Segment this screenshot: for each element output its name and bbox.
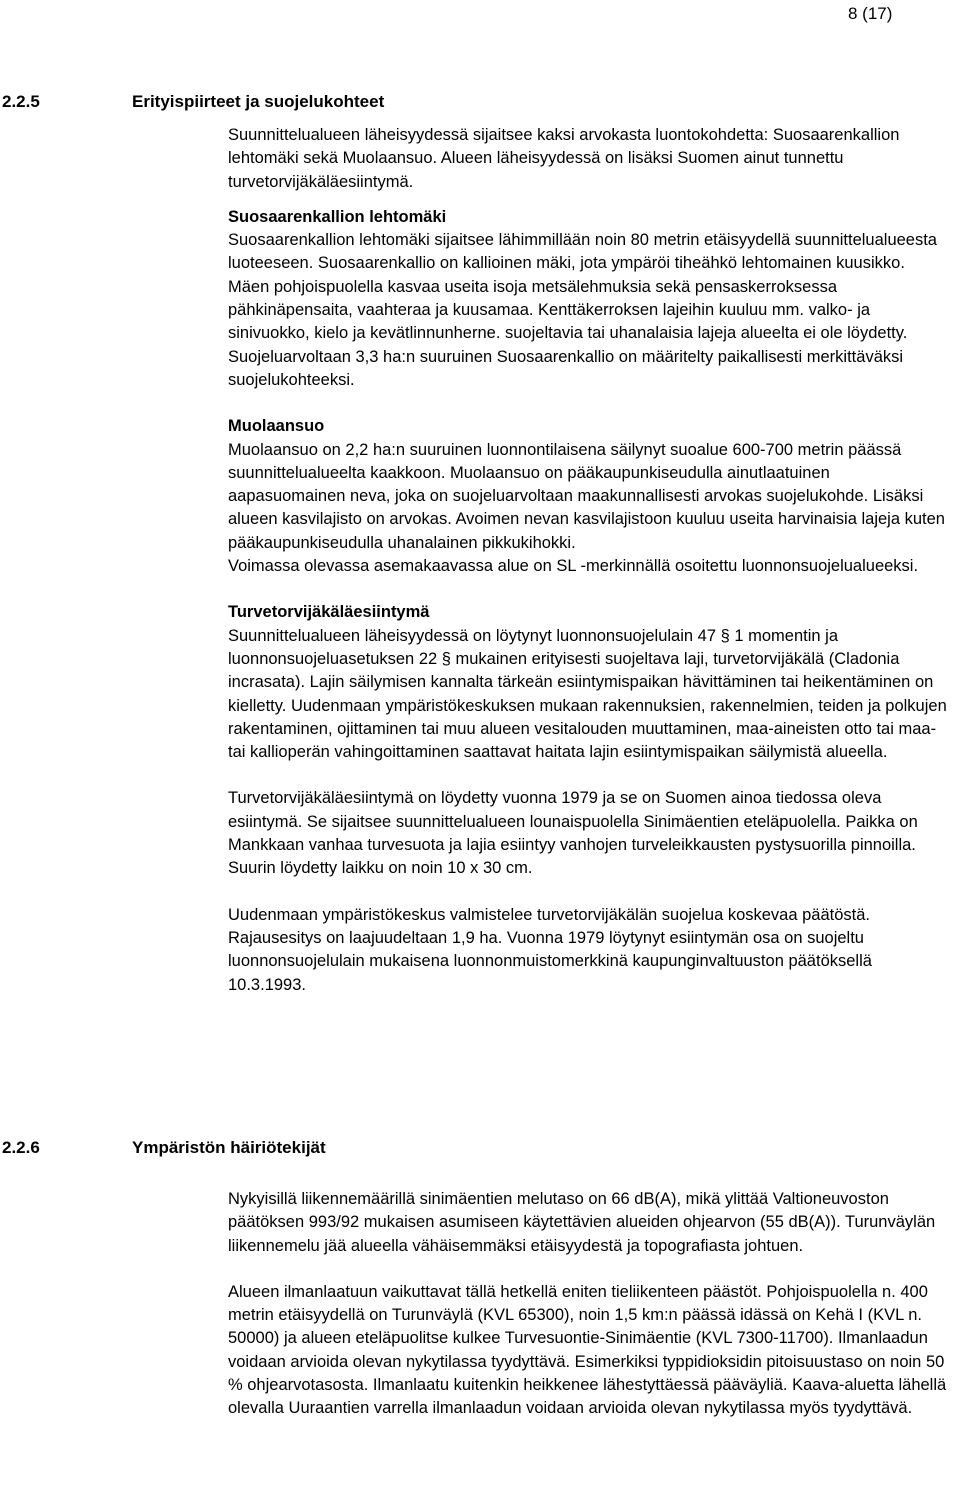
paragraph: Muolaansuo on 2,2 ha:n suuruinen luonnontilaisena säilynyt suoalue 600-700 metrin päässä suunnittelualueelta kaakkoon. Muolaansuo on pääkaupunkiseudulla ainutlaatuinen aapasuomainen neva, joka on suojeluarvoltaan maakunnallisesti arvokas suojelukohde. Lisäksi alueen kasvilajisto on arvokas. Avoimen nevan kasvilajistoon kuuluu useita harvinaisia lajeja kuten pääkaupunkiseudulla uhanalainen pikkukihokki.: [228, 440, 945, 552]
paragraph: Suosaarenkallion lehtomäki sijaitsee lähimmillään noin 80 metrin etäisyydellä suunnittelualueesta luoteeseen. Suosaarenkallio on kallioinen mäki, jota ympäröi tiheähkö lehtomainen kuusikko. Mäen pohjoispuolella kasvaa useita isoja metsälehmuksia sekä pensaskerroksessa pähkinäpensaita, vaahteraa ja kuusamaa. Kenttäkerroksen lajeihin kuuluu mm. valko- ja sinivuokko, kielo ja kevätlinnunherne. suojeltavia tai uhanalaisia lajeja alueelta ei ole löydetty. Suojeluarvoltaan 3,3 ha:n suuruinen Suosaarenkallio on määritelty paikallisesti merkittäväksi suojelukohteeksi.: [228, 231, 937, 389]
page-number: 8 (17): [848, 4, 893, 23]
subheading: Suosaarenkallion lehtomäki: [228, 207, 447, 226]
subheading: Turvetorvijäkäläesiintymä: [228, 603, 430, 622]
paragraph: Alueen ilmanlaatuun vaikuttavat tällä hetkellä eniten tieliikenteen päästöt. Pohjoispuolella n. 400 metrin etäisyydellä on Turunväylä (KVL 65300), noin 1,5 km:n päässä idässä on Kehä I (KVL n. 50000) ja alueen eteläpuolitse kulkee Turvesuontie-Sinimäentie (KVL 7300-11700). Ilmanlaadun voidaan arvioida olevan nykytilassa tyydyttävä. Esimerkiksi typpidioksidin pitoisuustaso on noin 50 % ohjearvotasosta. Ilmanlaatu kuitenkin heikkenee lähestyttäessä pääväyliä. Kaava-aluetta lähellä olevalla Uuraantien varrella ilmanlaadun voidaan arvioida olevan nykytilassa myös tyydyttävä.: [228, 1282, 947, 1418]
paragraph: Nykyisillä liikennemäärillä sinimäentien melutaso on 66 dB(A), mikä ylittää Valtioneuvoston päätöksen 993/92 mukaisen asumiseen käytettävien alueiden ohjearvon (55 dB(A)). Turunväylän liikennemelu jää alueella vähäisemmäksi etäisyydestä ja topografiasta johtuen.: [228, 1190, 936, 1255]
paragraph: Suunnittelualueen läheisyydessä on löytynyt luonnonsuojelulain 47 § 1 momentin ja luonnonsuojeluasetuksen 22 § mukainen erityisesti suojeltava laji, turvetorvijäkälä (Cladonia incrasata). Lajin säilymisen kannalta tärkeän esiintymispaikan hävittäminen tai heikentäminen on kielletty. Uudenmaan ympäristökeskuksen mukaan rakennuksien, rakennelmien, teiden ja polkujen rakentaminen, ojittaminen tai muu alueen vesitalouden muuttaminen, maa-aineisten otto tai maa- tai kallioperän vahingoittaminen saattavat haitata lajin esiintymispaikan säilymistä alueella.: [228, 626, 947, 762]
section-title: Erityispiirteet ja suojelukohteet: [132, 92, 385, 111]
paragraph: Turvetorvijäkäläesiintymä on löydetty vuonna 1979 ja se on Suomen ainoa tiedossa oleva esiintymä. Se sijaitsee suunnittelualueen lounaispuolella Sinimäentien eteläpuolella. Paikka on Mankkaan vanhaa turvesuota ja lajia esiintyy vanhojen turveleikkausten pystysuorilla pinnoilla. Suurin löydetty laikku on noin 10 x 30 cm.: [228, 789, 918, 878]
section-title: Ympäristön häiriötekijät: [132, 1138, 326, 1157]
paragraph: Voimassa olevassa asemakaavassa alue on SL -merkinnällä osoitettu luonnonsuojelualueeksi.: [228, 557, 919, 576]
paragraph: Uudenmaan ympäristökeskus valmistelee turvetorvijäkälän suojelua koskevaa päätöstä. Rajausesitys on laajuudeltaan 1,9 ha. Vuonna 1979 löytynyt esiintymän osa on suojeltu luonnonsuojelulain mukaisena luonnonmuistomerkkinä kaupunginvaltuuston päätöksellä 10.3.1993.: [228, 905, 872, 994]
intro-paragraph: Suunnittelualueen läheisyydessä sijaitsee kaksi arvokasta luontokohdetta: Suosaarenkallion lehtomäki sekä Muolaansuo. Alueen läheisyydessä on lisäksi Suomen ainut tunnettu turvetorvijäkäläesiintymä.: [228, 126, 900, 191]
section-body: [228, 1188, 950, 1421]
section-number: 2.2.5: [2, 92, 40, 111]
section-number: 2.2.6: [2, 1138, 40, 1157]
section-body: [228, 124, 950, 997]
subheading: Muolaansuo: [228, 417, 325, 436]
